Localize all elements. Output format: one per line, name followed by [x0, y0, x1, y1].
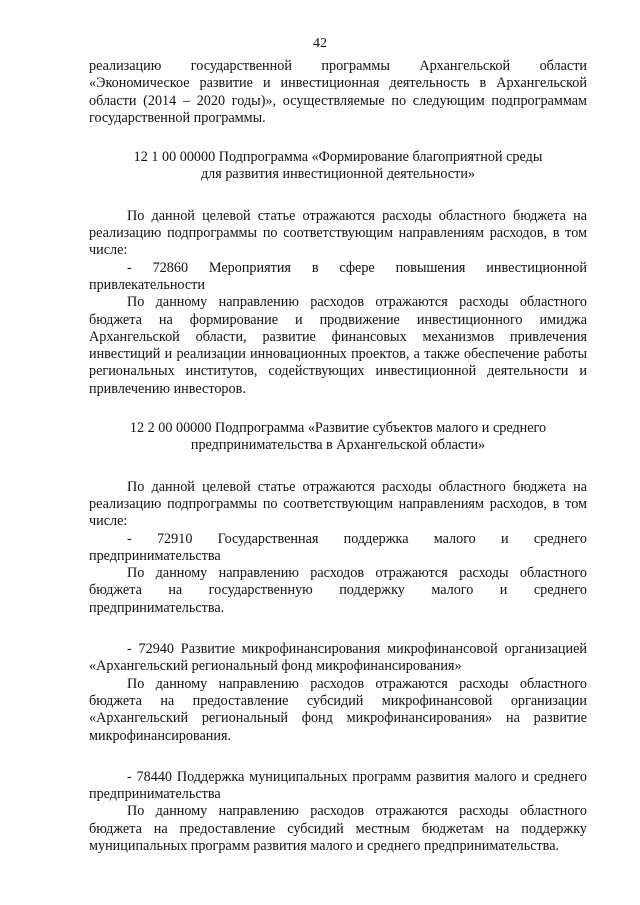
expense-item-description: По данному направлению расходов отражаются расходы областного бюджета на предоставление субсидий местным бюджетам на поддержку муниципальных программ развития малого и среднего предпринимательства. — [89, 803, 587, 854]
section-heading-line: 12 1 00 00000 Подпрограмма «Формирование благоприятной среды — [133, 149, 543, 166]
section-heading-line: для развития инвестиционной деятельности» — [200, 166, 476, 183]
page-number: 42 — [313, 36, 327, 51]
expense-item-title: - 72940 Развитие микрофинансирования микрофинансовой организацией «Архангельский региональный фонд микрофинансирования» — [89, 641, 587, 675]
expense-item-description: По данному направлению расходов отражаются расходы областного бюджета на государственную поддержку малого и среднего предпринимательства. — [89, 565, 587, 616]
expense-item-description: По данному направлению расходов отражаются расходы областного бюджета на предоставление субсидий микрофинансовой организации «Архангельский региональный фонд микрофинансирования» на развитие микрофинансирования. — [89, 675, 587, 744]
expense-item-description: По данному направлению расходов отражаются расходы областного бюджета на формирование и продвижение инвестиционного имиджа Архангельской области, развитие финансовых механизмов привлечения инвестиций и реализации инновационных проектов, а также обеспечение работы региональных институтов, содействующих инвестиционной деятельности и привлечению инвесторов. — [89, 294, 587, 397]
section-heading-line: 12 2 00 00000 Подпрограмма «Развитие субъектов малого и среднего — [129, 420, 547, 437]
expense-item-title: - 72860 Мероприятия в сфере повышения инвестиционной привлекательности — [89, 259, 587, 293]
section-heading-12100 — [89, 149, 587, 184]
section-heading-12200 — [89, 420, 587, 455]
section-lead-paragraph: По данной целевой статье отражаются расходы областного бюджета на реализацию подпрограммы по соответствующим направлениям расходов, в том числе: — [89, 207, 587, 259]
expense-item-title: - 72910 Государственная поддержка малого и среднего предпринимательства — [89, 530, 587, 564]
section-heading-line: предпринимательства в Архангельской области» — [190, 437, 486, 454]
expense-item-title: - 78440 Поддержка муниципальных программ развития малого и среднего предпринимательства — [89, 768, 587, 803]
document-body — [89, 58, 587, 855]
intro-paragraph: реализацию государственной программы Архангельской области «Экономическое развитие и инвестиционная деятельность в Архангельской области (2014 – 2020 годы)», осуществляемые по следующим подпрограммам государственной программы. — [89, 58, 587, 126]
section-lead-paragraph: По данной целевой статье отражаются расходы областного бюджета на реализацию подпрограммы по соответствующим направлениям расходов, в том числе: — [89, 478, 587, 530]
